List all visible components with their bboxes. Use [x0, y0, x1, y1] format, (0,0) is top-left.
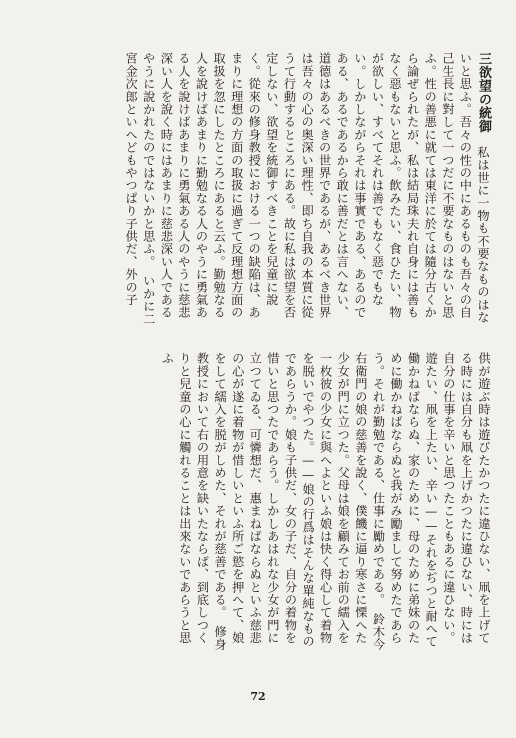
top-text-block	[40, 52, 492, 328]
bottom-body-text: 供が遊ぶ時は遊びたかつたに違ひない、凧を上げてる時には自分も凧を上げかつたに違ひない、時には自分の仕事を辛いと思つたこともあるに違ひない。遊たい、凧を上たい、辛い——それをぢつと耐へて働かねばならぬ、家のために、母のために弟妹のために働かねばならぬと我がみ勵まして努めたであらう。それが勤勉である、仕事に勵めである。 鈴木今右衛門の娘の慈善を說く、僕饑に逼り寒さに慄へた少女が門に立つた。父母は娘を顧みてお前の繻入を一枚彼の少女に與へよといふ娘は快く得心して着物を脱いでやつた。——娘の行爲はそんな單純なものであらうか。娘も子供だ、女の子だ、自分の着物を惜いと思つたであらう。しかしあはれな少女が門に立つてゐる、可憐想だ、惠まねばならぬといふ慈悲の心が遂に着物が惜しいといふ所ご慾を押へて、娘をして繻入を脱がしめた、それが慈善である。 修身教授において右の用意を缺いたならば、到底しつくりと兒童の心に觸れることは出來ないであらうと思ふ	[160, 352, 491, 651]
page-number: 72	[250, 690, 266, 703]
top-body-text: 私は世に一物も不要なものはないと思ふ。吾々の性の中にあるものも吾々の自己生長に對して一つだに不要なものはないと思ふ。性の善悪に就ては東洋に於ては隨分古くから論ぜられたが、私は結局珠夫れ自身には善もなく惡もないと思ふ。飲みたい、食ひたい、物が欲しい、すべてそれは善でもなく惡でもない。しかしながらそれは事實である、あるのである、あるであるから敢に善だとは言へない、道德はあるべきの世界であるが、あるべき世界は吾々の心の奥深い理性、即ち自我の本質に從うて行動するところにある。故に私は欲望を否定しない、欲望を統御すべきことを兒童に說く。從來の修身教授における一つの缺陥は、あまりに理想の方面の取扱に過ぎて反理想方面の取扱を忽にしたところにあると云ふ。勤勉なる人を說けばあまりに勤勉なる人のやうに勇氣ある人を說けばあまりに勇氣ある人のやうに慈悲深い人を說く時にはあまりに慈悲深い人であるやうに說かれたのではないかと思ふ。 いかに二宮金次郎といへどもやつぱり子供だ、外の子	[124, 52, 490, 326]
bottom-text-block	[40, 352, 492, 652]
section-heading: 三欲望の統御	[476, 52, 491, 133]
